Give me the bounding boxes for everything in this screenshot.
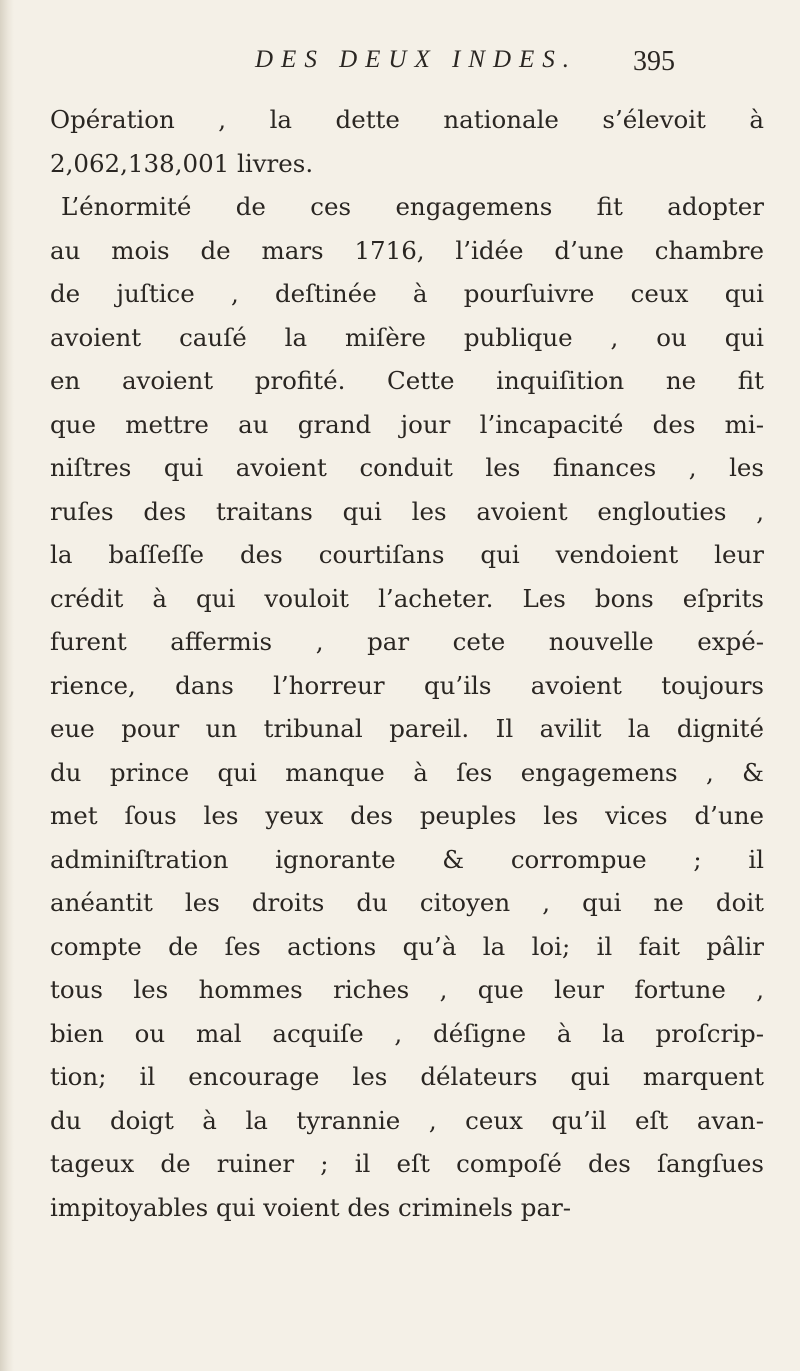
running-head [255, 46, 675, 90]
text-line: que mettre au grand jour l’incapacité des mi- [50, 409, 764, 439]
body-text [50, 98, 764, 1229]
text-line: eue pour un tribunal pareil. Il avilit la dignité [50, 714, 764, 743]
text-line: bien ou mal acquiſe , déſigne à la proſcrip- [50, 1018, 764, 1048]
text-line: la baſſeſſe des courtiſans qui vendoient leur [50, 540, 764, 569]
text-line: crédit à qui vouloit l’acheter. Les bons eſprits [50, 583, 764, 613]
text-line: compte de ſes actions qu’à la loi; il fait pâlir [50, 931, 764, 961]
text-line: 2,062,138,001 livres. [50, 148, 314, 178]
text-line: niſtres qui avoient conduit les finances , les [50, 453, 764, 482]
text-line: Opération , la dette nationale s’élevoit à [50, 105, 764, 134]
text-line: anéantit les droits du citoyen , qui ne doit [50, 888, 764, 917]
text-line: furent affermis , par cete nouvelle expé- [50, 627, 764, 656]
text-line: rience, dans l’horreur qu’ils avoient toujours [50, 670, 764, 700]
running-title: DES DEUX INDES. [255, 46, 578, 73]
page-number: 395 [633, 46, 675, 77]
text-line: L’énormité de ces engagemens fit adopter [61, 192, 764, 221]
text-line: du prince qui manque à ſes engagemens , & [50, 757, 764, 787]
text-line: impitoyables qui voient des criminels par- [50, 1192, 572, 1222]
text-line: de juſtice , deſtinée à pourſuivre ceux qui [50, 279, 764, 308]
text-line: avoient cauſé la miſère publique , ou qui [50, 322, 764, 352]
text-line: adminiſtration ignorante & corrompue ; il [50, 844, 764, 874]
text-line: du doigt à la tyrannie , ceux qu’il eſt avan- [50, 1105, 764, 1135]
text-line: met ſous les yeux des peuples les vices d’une [50, 801, 764, 830]
text-line: tous les hommes riches , que leur fortune , [50, 975, 764, 1004]
page-edge [0, 0, 14, 1371]
text-line: au mois de mars 1716, l’idée d’une chambre [50, 235, 764, 265]
text-line: tageux de ruiner ; il eſt compoſé des ſangſues [50, 1149, 764, 1178]
text-line: ruſes des traitans qui les avoient englouties , [50, 496, 764, 526]
text-line: en avoient profité. Cette inquiſition ne fit [50, 366, 764, 395]
text-line: tion; il encourage les délateurs qui marquent [50, 1062, 764, 1091]
